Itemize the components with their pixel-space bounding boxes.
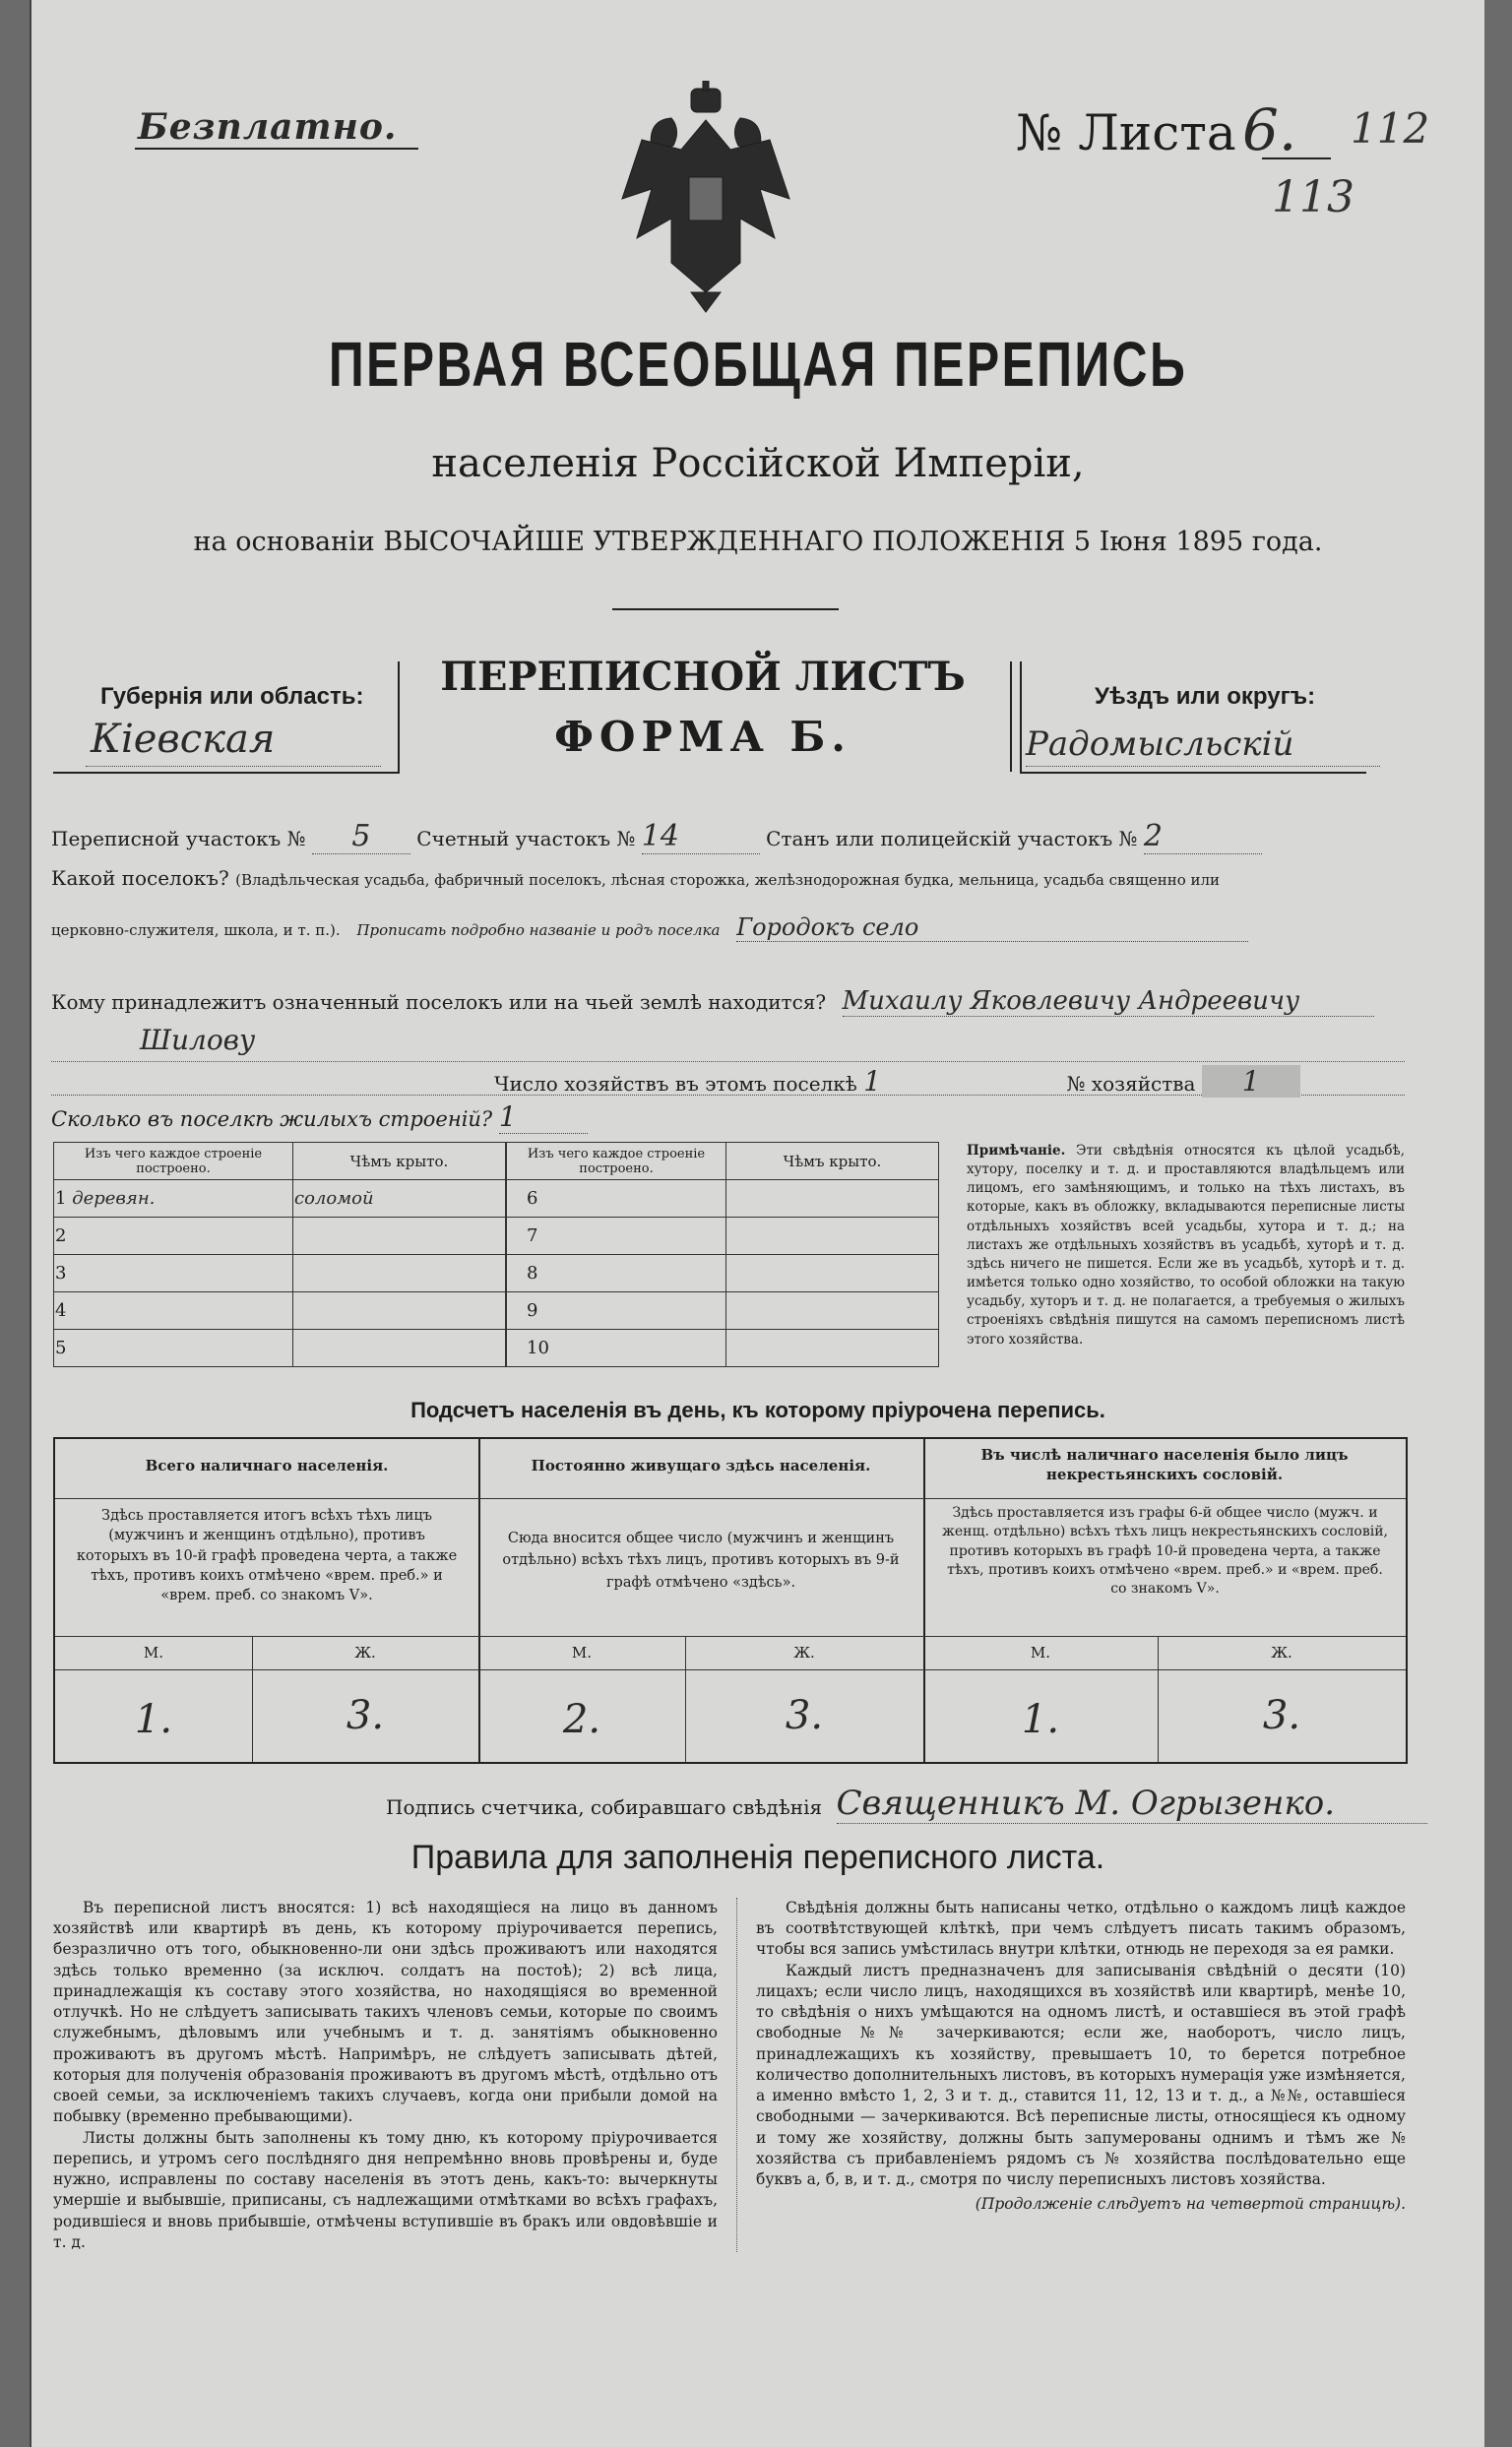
double-headed-eagle-icon — [612, 81, 799, 317]
buildings-table-left — [53, 1142, 506, 1367]
sheet-number-underline — [1262, 157, 1331, 159]
owner-value-2: Шилову — [140, 1024, 256, 1056]
form-center-form: ФОРМА Б. — [554, 713, 851, 761]
uchastok-value: 5 — [312, 819, 410, 854]
table-row: 6 — [507, 1180, 939, 1218]
stan-label: Станъ или полицейскій участокъ № — [766, 827, 1138, 850]
buildings-label: Сколько въ поселкѣ жилыхъ строеній? — [51, 1107, 493, 1131]
gubernia-label: Губернія или область: — [100, 683, 364, 710]
pop-col2-m-value: 2. — [562, 1697, 601, 1742]
table-row: 5 — [54, 1330, 506, 1367]
margin-number-1: 112 — [1351, 104, 1430, 153]
pop-col3-m-label: М. — [1030, 1644, 1051, 1662]
households-label: Число хозяйствъ въ этомъ поселкѣ — [494, 1072, 857, 1096]
table-row: 10 — [507, 1330, 939, 1367]
note-block — [967, 1142, 1405, 1349]
margin-number-2: 113 — [1272, 172, 1354, 222]
poselok-label: Какой поселокъ? — [51, 866, 229, 890]
household-no-label: № хозяйства — [1066, 1072, 1196, 1096]
pop-col1-head: Всего наличнаго населенія. — [145, 1457, 389, 1474]
table-row: 3 — [54, 1255, 506, 1292]
signature-value: Священникъ М. Огрызенко. — [837, 1784, 1427, 1824]
rules-column-divider — [736, 1898, 737, 2252]
poselok-hint-italic: Прописать подробно названіе и родъ поселка — [356, 921, 721, 939]
rules-left-p1: Въ переписной листъ вносятся: 1) всѣ находящіеся на лицо въ данномъ хозяйствѣ или квартирѣ въ день, къ которому пріурочивается перепись, безразлично отъ того, обыкновенно-ли они здѣсь проживаютъ или находятся здѣсь только временно (за исключ. солдатъ на постоѣ); 2) всѣ лица, принадлежащія къ составу этого хозяйства, но находящіяся во временной отлучкѣ. Но не слѣдуетъ записывать такихъ членовъ семьи, которые по своимъ служебнымъ, дѣловымъ или учебнымъ и т. д. занятіямъ обыкновенно проживаютъ въ другомъ мѣстѣ. Напримѣръ, не слѣдуетъ записывать дѣтей, которыя для полученія образованія проживаютъ въ другомъ мѣстѣ, отдѣльно отъ своей семьи, за исключеніемъ такихъ случаевъ, когда они прибыли домой на побывку (временно пребывающими). — [53, 1899, 718, 2126]
uezd-underline — [1026, 766, 1380, 767]
note-text: Эти свѣдѣнія относятся къ цѣлой усадьбѣ, хутору, поселку и т. д. и проставляются владѣльцемъ или лицомъ, его замѣняющимъ, и только на тѣхъ листахъ, въ которые, какъ въ обложку, вкладываются переписные листы отдѣльныхъ хозяйствъ всей усадьбы, хутора и т. д.; на листахъ же отдѣльныхъ хозяйствъ въ усадьбѣ, хуторѣ и т. д. здѣсь ничего не пишется. Если же въ усадьбѣ, хуторѣ и т. д. имѣется только одно хозяйство, то особой обложки на такую усадьбу, хуторъ и т. д. не полагается, а требуемыя о жилыхъ строеніяхъ свѣдѣнія пишутся на самомъ переписномъ листѣ этого хозяйства. — [967, 1143, 1405, 1348]
pop-hline-3 — [55, 1669, 1406, 1670]
pop-col1-desc: Здѣсь проставляется итогъ всѣхъ тѣхъ лицъ (мужчинъ и женщинъ отдѣльно), противъ которыхъ въ 10-й графѣ проведена черта, а также тѣхъ, противъ коихъ отмѣчено «врем. преб.» и «врем. преб. со знакомъ V». — [76, 1508, 458, 1604]
col-built-header: Изъ чего каждое строеніе построено. — [54, 1143, 293, 1180]
table-row: 8 — [507, 1255, 939, 1292]
col-roof-header-2: Чѣмъ крыто. — [726, 1143, 939, 1180]
rules-title: Правила для заполненія переписного листа. — [410, 1839, 1105, 1876]
main-title: ПЕРВАЯ ВСЕОБЩАЯ ПЕРЕПИСЬ — [328, 329, 1188, 400]
pop-col2-zh-label: Ж. — [793, 1644, 815, 1662]
sheet-number-label: № Листа — [1016, 104, 1236, 161]
title-divider — [612, 608, 839, 610]
uezd-label: Уѣздъ или округъ: — [1095, 683, 1316, 710]
table-row: 9 — [507, 1292, 939, 1330]
owner-label: Кому принадлежитъ означенный поселокъ или на чьей землѣ находится? — [51, 990, 827, 1014]
pop-col3-zh-label: Ж. — [1271, 1644, 1292, 1662]
pop-hline-1 — [55, 1498, 1406, 1499]
table-row: 2 — [54, 1218, 506, 1255]
population-table — [53, 1437, 1408, 1764]
rules-right-p2: Каждый листъ предназначенъ для записыванія свѣдѣній о десяти (10) лицахъ; если число лицъ, находящихся въ хозяйствѣ или квартирѣ, менѣе 10, то свѣдѣнія о нихъ умѣщаются на одномъ листѣ, и оставшіеся въ этой графѣ свободные №№ зачеркиваются; если же, наоборотъ, число лицъ, принадлежащихъ къ хозяйству, превышаетъ 10, то берется потребное количество дополнительныхъ листовъ, въ которыхъ нумерація уже измѣняется, а именно вмѣсто 1, 2, 3 и т. д., ставится 11, 12, 13 и т. д., а №№, оставшіеся свободными — зачеркиваются. Всѣ переписные листы, относящіеся къ одному и тому же хозяйству, должны быть запумерованы однимъ и тѣмъ же № хозяйства съ прибавленіемъ рядомъ съ № хозяйства послѣдовательно еще буквъ а, б, в, и т. д., смотря по числу переписныхъ листовъ хозяйства. — [756, 1961, 1406, 2189]
stan-value: 2 — [1144, 819, 1262, 854]
households-row — [494, 1065, 1300, 1098]
rules-left-column — [53, 1898, 718, 2253]
schetny-value: 14 — [642, 819, 760, 854]
pop-col2-head: Постоянно живущаго здѣсь населенія. — [531, 1457, 871, 1474]
uchastok-label: Переписной участокъ № — [51, 827, 306, 850]
poselok-hint-2: церковно-служителя, школа, и т. п.). — [51, 921, 341, 939]
pop-col2-zh-value: 3. — [785, 1693, 824, 1738]
col-roof-header: Чѣмъ крыто. — [293, 1143, 506, 1180]
roof-value: соломой — [293, 1180, 506, 1218]
pop-col1-m-value: 1. — [134, 1697, 173, 1742]
census-sheet — [30, 0, 1484, 2447]
table-row: 1 деревян. соломой — [54, 1180, 506, 1218]
household-no-value: 1 — [1202, 1065, 1300, 1098]
pop-col3-zh-value: 3. — [1262, 1693, 1301, 1738]
owner-value-1: Михаилу Яковлевичу Андреевичу — [843, 986, 1374, 1017]
rules-right-column — [756, 1898, 1406, 2216]
buildings-table-right — [506, 1142, 939, 1367]
signature-label: Подпись счетчика, собиравшаго свѣдѣнія — [386, 1795, 823, 1819]
owner-row — [51, 986, 1374, 1017]
free-label-underline — [135, 148, 418, 150]
uezd-value: Радомысльскій — [1026, 724, 1294, 764]
poselok-value: Городокъ село — [736, 913, 1248, 942]
uchastok-row — [51, 819, 1262, 854]
poselok-row — [51, 866, 1220, 890]
buildings-row — [51, 1100, 588, 1134]
pop-col1-zh-value: 3. — [346, 1693, 385, 1738]
pop-col3-desc: Здѣсь проставляется изъ графы 6-й общее число (мужч. и женщ. отдѣльно) всѣхъ тѣхъ лицъ некрестьянскихъ сословій, противъ которыхъ въ графѣ 10-й проведена черта, а также тѣхъ, противъ коихъ отмѣчено «врем. преб.» и «врем. преб. со знакомъ V». — [941, 1505, 1388, 1598]
schetny-label: Счетный участокъ № — [416, 827, 636, 850]
buildings-value: 1 — [499, 1100, 588, 1134]
gubernia-value: Кіевская — [91, 717, 276, 762]
pop-hline-2 — [55, 1636, 1406, 1637]
population-title: Подсчетъ населенія въ день, къ которому пріурочена перепись. — [410, 1398, 1105, 1422]
pop-col1-zh-label: Ж. — [354, 1644, 376, 1662]
sheet-number-value: 6. — [1242, 96, 1297, 163]
owner-underline-2 — [51, 1061, 1405, 1062]
rules-continued: (Продолженіе слѣдуетъ на четвертой страницѣ). — [975, 2195, 1406, 2214]
rules-right-p1: Свѣдѣнія должны быть написаны четко, отдѣльно о каждомъ лицѣ каждое въ соотвѣтствующей клѣткѣ, при чемъ слѣдуетъ писать такимъ образомъ, чтобы вся запись умѣстилась внутри клѣтки, отнюдь не переходя за ея рамки. — [756, 1899, 1406, 1959]
signature-row — [386, 1784, 1427, 1824]
pop-col2-desc: Сюда вносится общее число (мужчинъ и женщинъ отдѣльно) всѣхъ тѣхъ лицъ, противъ которыхъ въ 9-й графѣ отмѣчено «здѣсь». — [502, 1531, 900, 1591]
table-row: 7 — [507, 1218, 939, 1255]
poselok-row-2 — [51, 913, 1248, 942]
rules-left-p2: Листы должны быть заполнены къ тому дню, къ которому пріурочивается перепись, и утромъ сего послѣдняго дня непремѣнно вновь провѣрены и, буде нужно, исправлены по составу населенія въ этотъ день, какъ-то: вычеркнуты умершіе и выбывшіе, приписаны, съ надлежащими отмѣтками во всѣхъ графахъ, родившіеся и вновь прибывшіе, отмѣчены вступившіе въ бракъ или овдовѣвшіе и т. д. — [53, 2128, 718, 2251]
free-label: Безплатно. — [138, 106, 398, 148]
built-value: деревян. — [72, 1188, 156, 1209]
table-row: 4 — [54, 1292, 506, 1330]
gubernia-underline — [86, 766, 381, 767]
col-built-header-2: Изъ чего каждое строеніе построено. — [507, 1143, 726, 1180]
form-center-title: ПЕРЕПИСНОЙ ЛИСТЪ — [440, 654, 966, 700]
pop-col3-m-value: 1. — [1021, 1697, 1060, 1742]
basis-line: на основаніи ВЫСОЧАЙШЕ УТВЕРЖДЕННАГО ПОЛОЖЕНІЯ 5 Іюня 1895 года. — [193, 527, 1323, 557]
households-value: 1 — [863, 1065, 882, 1098]
note-title: Примѣчаніе. — [967, 1143, 1066, 1159]
pop-col2-m-label: М. — [571, 1644, 593, 1662]
subtitle: населенія Россійской Имперіи, — [431, 441, 1085, 486]
pop-col3-head: Въ числѣ наличнаго населенія было лицъ некрестьянскихъ сословій. — [980, 1446, 1349, 1484]
poselok-hint-1: (Владѣльческая усадьба, фабричный поселокъ, лѣсная сторожка, желѣзнодорожная будка, мельница, усадьба священно или — [235, 871, 1221, 889]
pop-col1-m-label: М. — [143, 1644, 164, 1662]
